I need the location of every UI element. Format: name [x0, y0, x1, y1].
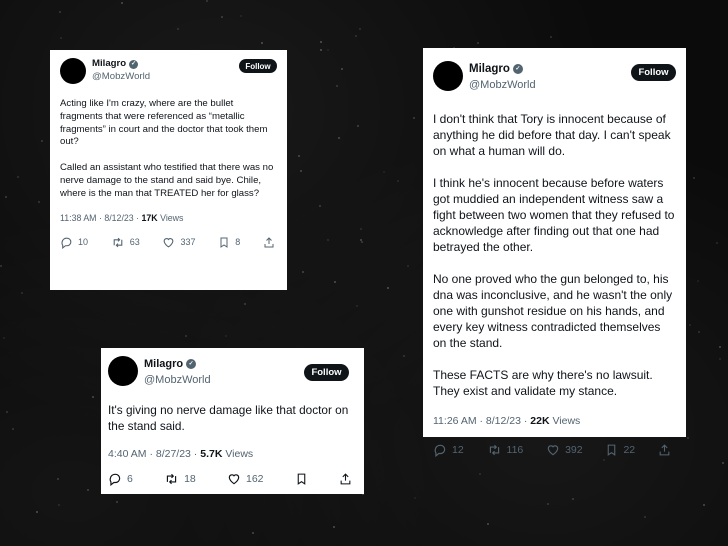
background-speck — [397, 180, 399, 182]
verified-icon: ✓ — [131, 61, 137, 67]
author-block — [144, 356, 211, 388]
tweet-paragraph: Acting like I'm crazy, where are the bullet fragments that were referenced as “metallic fragments” in court and the doctor that took them out? — [60, 98, 268, 148]
avatar[interactable] — [60, 58, 86, 84]
tweet-timestamp[interactable]: 11:38 AM · 8/12/23 · — [60, 212, 140, 223]
background-speck — [487, 523, 489, 525]
background-speck — [722, 462, 724, 464]
background-speck — [689, 324, 691, 326]
heart-icon — [162, 236, 175, 249]
tweet-card-3 — [101, 348, 364, 494]
bookmark-icon — [605, 443, 618, 457]
background-speck — [355, 35, 357, 37]
background-speck — [116, 501, 118, 503]
avatar[interactable] — [108, 356, 138, 386]
share-button[interactable] — [339, 472, 352, 486]
background-speck — [320, 49, 322, 51]
like-button[interactable] — [227, 471, 264, 487]
author-name[interactable]: Milagro — [92, 58, 127, 69]
tweet-paragraph: It's giving no nerve damage like that doctor on the stand said. — [108, 403, 349, 433]
heart-icon — [546, 443, 560, 457]
retweet-count: 63 — [129, 237, 140, 248]
background-speck — [302, 271, 304, 273]
background-speck — [221, 16, 223, 18]
like-count: 337 — [180, 237, 196, 248]
retweet-count: 116 — [506, 444, 524, 456]
bookmark-button[interactable] — [218, 236, 240, 249]
reply-count: 10 — [78, 237, 89, 248]
reply-button[interactable] — [60, 236, 88, 249]
avatar[interactable] — [433, 61, 463, 91]
bookmark-icon — [295, 472, 308, 486]
follow-button[interactable]: Follow — [304, 364, 349, 381]
background-speck — [333, 526, 335, 528]
retweet-button[interactable] — [164, 471, 196, 487]
background-speck — [3, 337, 5, 339]
tweet-header — [108, 356, 357, 388]
tweet-paragraph: I don't think that Tory is innocent because of anything he did before that day. I can't speak on what a human will do. — [433, 112, 671, 158]
share-icon — [263, 236, 275, 249]
tweet-card-1 — [50, 50, 287, 290]
tweet-header — [433, 61, 676, 93]
background-speck — [719, 346, 721, 348]
background-speck — [300, 170, 302, 172]
author-name[interactable]: Milagro — [144, 358, 184, 370]
retweet-icon — [164, 472, 179, 486]
like-count: 162 — [246, 473, 264, 485]
background-speck — [341, 68, 343, 70]
share-button[interactable] — [658, 443, 671, 457]
tweet-actions — [433, 442, 676, 458]
tweet-text — [108, 402, 357, 434]
like-count: 392 — [565, 444, 583, 456]
background-speck — [58, 504, 60, 506]
follow-button[interactable]: Follow — [631, 64, 676, 81]
author-name[interactable]: Milagro — [469, 63, 510, 75]
views-label: Views — [160, 212, 184, 223]
retweet-button[interactable] — [111, 236, 140, 249]
share-icon — [339, 472, 352, 486]
reply-icon — [433, 443, 447, 457]
background-speck — [12, 428, 14, 430]
author-handle[interactable]: @MobzWorld — [144, 374, 211, 386]
author-name-row[interactable] — [144, 356, 211, 372]
author-handle[interactable]: @MobzWorld — [92, 70, 151, 82]
retweet-icon — [111, 236, 125, 249]
tweet-paragraph: I think he's innocent because before waters got muddied an independent witness saw a fight between two women that they refused to acknowledge after finding out that one had betrayed the other. — [433, 176, 675, 254]
retweet-button[interactable] — [487, 442, 524, 458]
verified-icon: ✓ — [513, 64, 523, 74]
background-speck — [361, 241, 363, 243]
tweet-meta — [60, 212, 277, 225]
reply-button[interactable] — [433, 442, 464, 458]
views-label: Views — [552, 415, 581, 427]
tweet-actions — [108, 471, 357, 487]
bookmark-count: 22 — [623, 444, 636, 456]
follow-button[interactable]: Follow — [239, 59, 277, 73]
tweet-meta — [108, 446, 357, 462]
bookmark-icon — [218, 236, 230, 249]
bookmark-count: 8 — [235, 237, 241, 248]
tweet-card-2 — [423, 48, 686, 456]
author-handle[interactable]: @MobzWorld — [469, 79, 536, 91]
background-speck — [644, 516, 646, 518]
reply-icon — [108, 472, 122, 486]
heart-icon — [227, 472, 241, 486]
retweet-icon — [487, 443, 502, 457]
tweet-text — [60, 98, 277, 201]
background-speck — [407, 265, 409, 267]
author-block — [92, 58, 150, 84]
reply-button[interactable] — [108, 471, 133, 487]
background-speck — [403, 355, 405, 357]
author-block — [469, 61, 536, 93]
background-speck — [5, 196, 7, 198]
background-speck — [177, 28, 179, 30]
tweet-timestamp[interactable]: 11:26 AM · 8/12/23 · — [433, 415, 528, 427]
like-button[interactable] — [546, 442, 583, 458]
share-button[interactable] — [263, 236, 275, 249]
background-speck — [327, 49, 329, 51]
reply-count: 12 — [452, 444, 464, 456]
background-speck — [603, 459, 605, 461]
tweet-timestamp[interactable]: 4:40 AM · 8/27/23 · — [108, 448, 198, 460]
background-speck — [414, 497, 416, 499]
background-speck — [38, 201, 40, 203]
tweet-paragraph: These FACTS are why there's no lawsuit. They exist and validate my stance. — [433, 368, 653, 398]
background-speck — [225, 335, 227, 337]
author-name-row[interactable] — [469, 61, 536, 77]
retweet-count: 18 — [184, 473, 196, 485]
background-speck — [41, 140, 43, 142]
views-count: 5.7K — [200, 448, 223, 460]
background-speck — [240, 15, 242, 17]
verified-icon: ✓ — [186, 359, 196, 369]
background-speck — [572, 498, 574, 500]
background-speck — [338, 137, 340, 139]
background-speck — [697, 280, 699, 282]
tweet-paragraph: No one proved who the gun belonged to, his dna was inconclusive, and he wasn't the only one with gunshot residue on his hands, and every key witness contradicted themselves on the stand. — [433, 272, 673, 350]
background-speck — [252, 532, 254, 534]
reply-count: 6 — [127, 473, 133, 485]
reply-icon — [60, 236, 73, 249]
tweet-header — [60, 58, 277, 84]
tweet-paragraph: Called an assistant who testified that there was no nerve damage to the stand and said bye. Chile, where is the man that TREATED her for glass? — [60, 162, 274, 199]
views-count: 22K — [530, 415, 550, 427]
tweet-meta — [433, 413, 676, 429]
views-label: Views — [225, 448, 254, 460]
tweet-text — [433, 111, 676, 399]
bookmark-button[interactable] — [295, 472, 308, 486]
background-speck — [334, 281, 336, 283]
bookmark-button[interactable] — [605, 442, 635, 458]
background-speck — [261, 42, 263, 44]
tweet-actions — [60, 236, 277, 249]
background-speck — [244, 303, 246, 305]
author-name-row[interactable] — [92, 58, 150, 71]
background-speck — [687, 437, 689, 439]
like-button[interactable] — [162, 236, 195, 249]
views-count: 17K — [141, 212, 158, 223]
share-icon — [658, 443, 671, 457]
background-speck — [320, 41, 322, 43]
